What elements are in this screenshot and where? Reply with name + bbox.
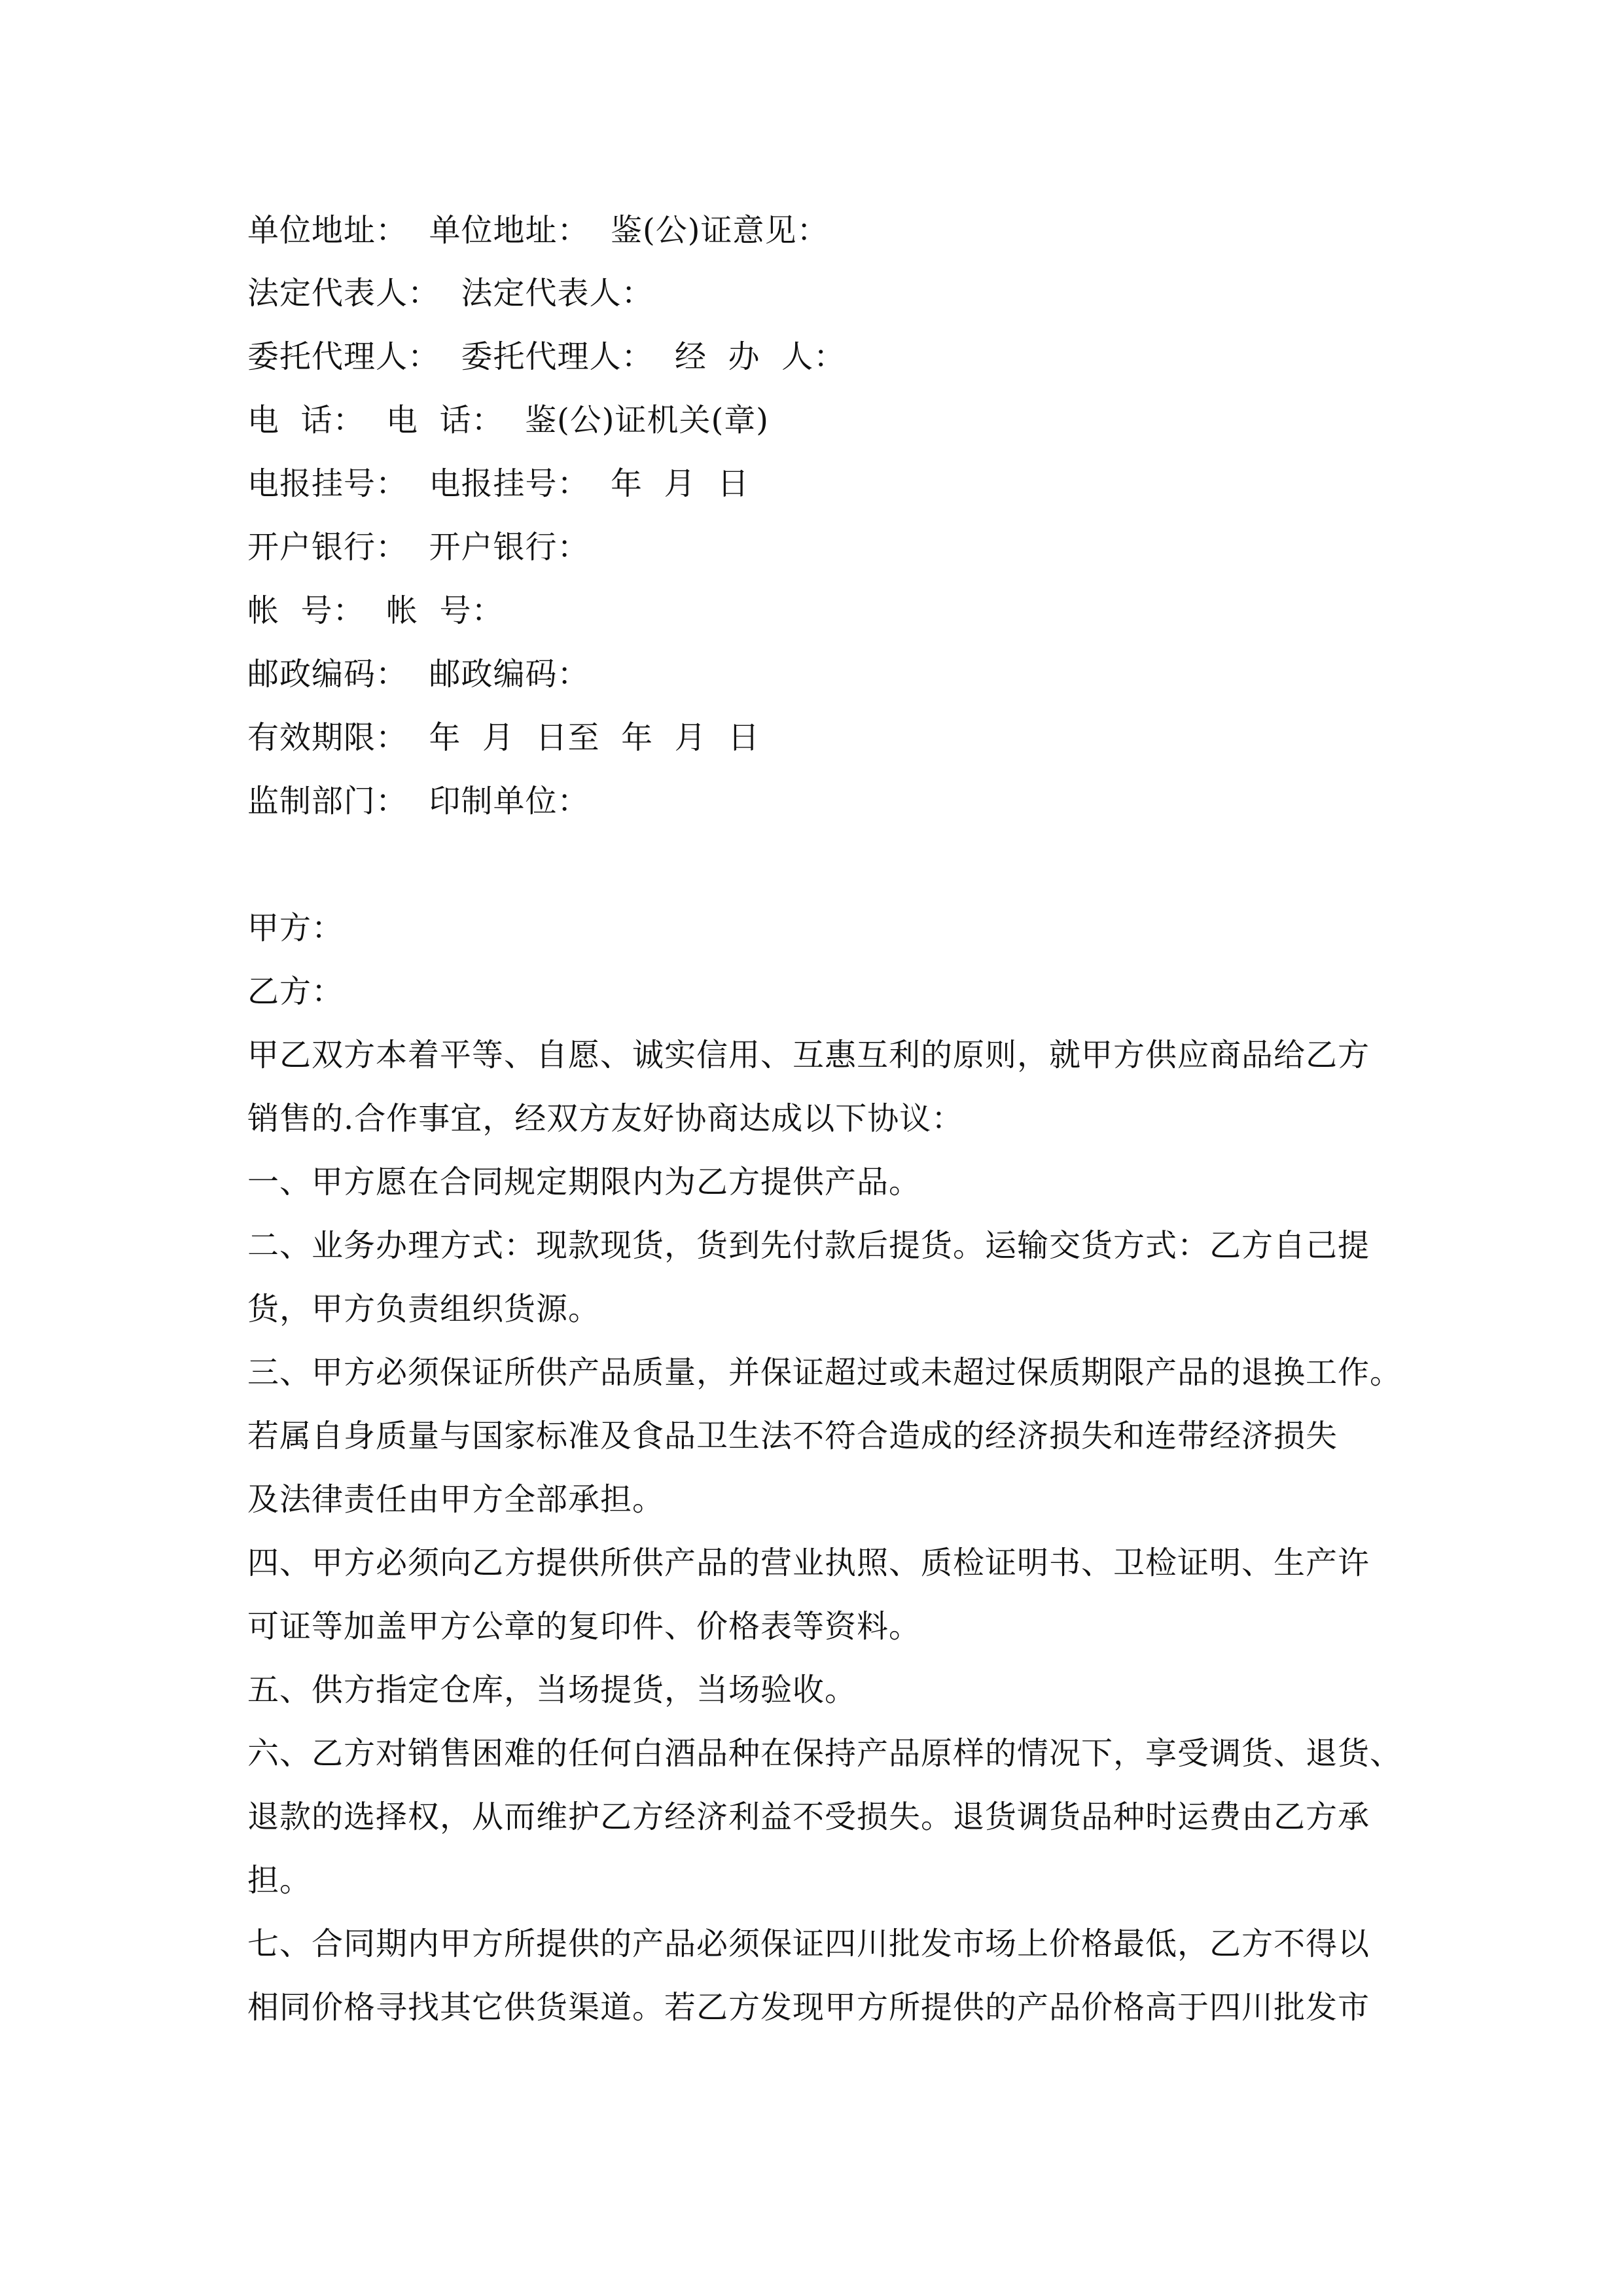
header-line-bank: 开户银行： 开户银行： <box>247 529 590 565</box>
body-line: 三、甲方必须保证所供产品质量，并保证超过或未超过保质期限产品的退换工作。 <box>247 1354 1402 1391</box>
body-line: 若属自身质量与国家标准及食品卫生法不符合造成的经济损失和连带经济损失 <box>247 1418 1338 1454</box>
header-line-supervisor: 监制部门： 印制单位： <box>247 783 590 819</box>
header-line-address: 单位地址： 单位地址： 鉴(公)证意见： <box>247 212 829 249</box>
body-line: 及法律责任由甲方全部承担。 <box>247 1481 665 1518</box>
body-line: 退款的选择权，从而维护乙方经济利益不受损失。退货调货品种时运费由乙方承 <box>247 1799 1370 1835</box>
header-line-postcode: 邮政编码： 邮政编码： <box>247 656 590 692</box>
party-b-label: 乙方： <box>247 973 344 1010</box>
body-line: 可证等加盖甲方公章的复印件、价格表等资料。 <box>247 1608 921 1645</box>
body-line: 销售的.合作事宜，经双方友好协商达成以下协议： <box>247 1100 964 1137</box>
body-line: 五、供方指定仓库，当场提货，当场验收。 <box>247 1672 857 1708</box>
body-line: 担。 <box>247 1862 312 1899</box>
header-line-agent: 委托代理人： 委托代理人： 经 办 人： <box>247 338 846 375</box>
header-line-telegraph: 电报挂号： 电报挂号： 年 月 日 <box>247 465 750 502</box>
body-line: 二、业务办理方式：现款现货，货到先付款后提货。运输交货方式：乙方自己提 <box>247 1227 1370 1264</box>
body-line: 四、甲方必须向乙方提供所供产品的营业执照、质检证明书、卫检证明、生产许 <box>247 1545 1370 1581</box>
party-a-label: 甲方： <box>247 910 344 946</box>
body-line: 货，甲方负责组织货源。 <box>247 1291 601 1327</box>
body-line: 甲乙双方本着平等、自愿、诚实信用、互惠互利的原则，就甲方供应商品给乙方 <box>247 1037 1370 1073</box>
body-line: 六、乙方对销售困难的任何白酒品种在保持产品原样的情况下，享受调货、退货、 <box>247 1735 1402 1772</box>
body-line: 相同价格寻找其它供货渠道。若乙方发现甲方所提供的产品价格高于四川批发市 <box>247 1989 1370 2026</box>
body-line: 一、甲方愿在合同规定期限内为乙方提供产品。 <box>247 1164 921 1200</box>
contract-body <box>247 1035 1402 2051</box>
body-line: 七、合同期内甲方所提供的产品必须保证四川批发市场上价格最低，乙方不得以 <box>247 1926 1370 1962</box>
header-line-phone: 电 话： 电 话： 鉴(公)证机关(章) <box>247 402 769 439</box>
header-line-validity: 有效期限： 年 月 日至 年 月 日 <box>247 719 760 756</box>
header-line-legal-rep: 法定代表人： 法定代表人： <box>247 275 654 312</box>
header-line-account: 帐 号： 帐 号： <box>247 592 504 629</box>
